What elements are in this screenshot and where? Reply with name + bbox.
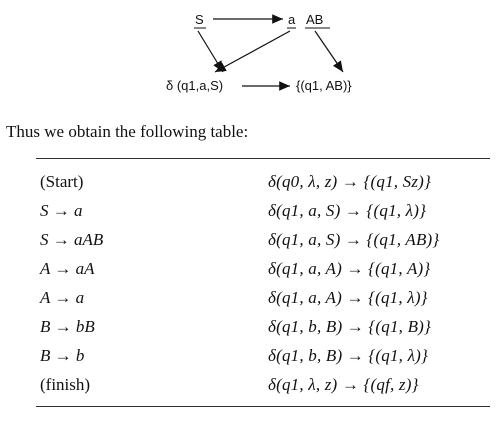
- arrow-s-to-delta: [198, 31, 223, 72]
- table-row: [0, 315, 496, 344]
- node-result: {(q1, AB)}: [296, 78, 352, 93]
- arrow-a-to-delta: [215, 31, 290, 72]
- table-row: [0, 257, 496, 286]
- arrow-ab-to-result: [315, 31, 343, 72]
- node-ab: AB: [306, 12, 324, 27]
- transition-table: [0, 170, 496, 402]
- transition-cell: δ(q1, a, A) → {(q1, λ)}: [268, 288, 428, 307]
- transition-cell: δ(q1, λ, z) → {(qf, z)}: [268, 375, 419, 394]
- table-row: [0, 373, 496, 402]
- table-bottom-rule: [36, 406, 490, 407]
- table-row: [0, 170, 496, 199]
- transition-cell: δ(q1, a, S) → {(q1, AB)}: [268, 230, 440, 249]
- production-cell: A → aA: [40, 259, 95, 278]
- table-row: [0, 199, 496, 228]
- production-cell: S → aAB: [40, 230, 104, 249]
- transition-cell: δ(q1, b, B) → {(q1, λ)}: [268, 346, 428, 365]
- production-cell: S → a: [40, 201, 83, 220]
- production-cell: A → a: [40, 288, 85, 307]
- production-cell: B → bB: [40, 317, 95, 336]
- derivation-diagram: [0, 0, 496, 110]
- node-s: S: [195, 12, 204, 27]
- production-cell: B → b: [40, 346, 85, 365]
- node-delta: δ (q1,a,S): [166, 78, 224, 93]
- transition-cell: δ(q0, λ, z) → {(q1, Sz)}: [268, 172, 432, 191]
- production-cell: (Start): [40, 172, 84, 191]
- transition-cell: δ(q1, a, A) → {(q1, A)}: [268, 259, 431, 278]
- intro-text: Thus we obtain the following table:: [6, 122, 249, 141]
- transition-cell: δ(q1, b, B) → {(q1, B)}: [268, 317, 432, 336]
- table-top-rule: [36, 158, 490, 159]
- table-row: [0, 228, 496, 257]
- node-a: a: [288, 12, 296, 27]
- transition-cell: δ(q1, a, S) → {(q1, λ)}: [268, 201, 427, 220]
- production-cell: (finish): [40, 375, 91, 394]
- table-row: [0, 344, 496, 373]
- table-row: [0, 286, 496, 315]
